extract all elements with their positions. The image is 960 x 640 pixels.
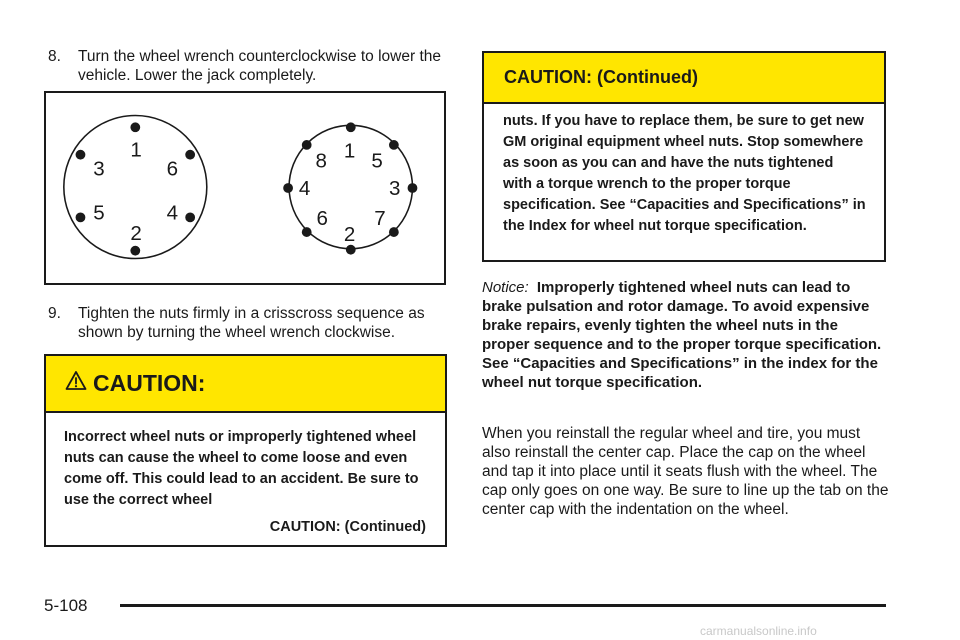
reinstall-paragraph: When you reinstall the regular wheel and tire, you must also reinstall the center cap. Place the cap on the wheel and tap it into place until it seats flush with the wheel. The cap only goes on one way. Be sure to line up the tab on the center cap with the indentation on the wheel.	[482, 425, 889, 518]
lug-dot	[302, 227, 312, 237]
caution-header	[46, 356, 445, 413]
step-number: 9.	[48, 305, 61, 322]
lug-label: 5	[93, 201, 105, 225]
caution-continued-label: CAUTION: (Continued)	[269, 519, 426, 535]
caution-header	[484, 53, 884, 104]
caution-title: CAUTION: (Continued)	[504, 67, 698, 87]
lug-label: 2	[130, 221, 142, 245]
notice-paragraph	[482, 278, 887, 392]
lug-label: 8	[315, 149, 327, 173]
step-number: 8.	[48, 48, 61, 65]
caution-body	[484, 104, 884, 237]
six-lug-wheel	[64, 116, 207, 259]
caution-title: CAUTION:	[93, 370, 206, 396]
caution-box	[44, 354, 447, 547]
lug-label: 3	[93, 157, 105, 181]
lug-dot	[76, 212, 86, 222]
lug-dot	[346, 245, 356, 255]
lug-dot	[346, 122, 356, 132]
lug-dot	[130, 246, 140, 256]
step-9	[48, 304, 448, 342]
lug-dot	[185, 150, 195, 160]
lug-label: 7	[374, 207, 386, 231]
lug-label: 3	[388, 176, 401, 200]
step-8	[48, 47, 448, 85]
notice-text: Improperly tightened wheel nuts can lead to brake pulsation and rotor damage. To avoid expensive brake repairs, evenly tighten the wheel nuts in the proper sequence and to the proper torque specification. See “Capacities and Specifications” in the index for the wheel nut torque specification.	[482, 279, 882, 391]
page-number: 5-108	[44, 596, 88, 615]
lug-pattern-svg	[46, 93, 444, 283]
lug-label: 1	[130, 138, 142, 162]
lug-label: 4	[166, 201, 179, 225]
lug-dot	[283, 183, 293, 193]
lug-nut-tightening-diagram	[44, 91, 446, 285]
lug-label: 6	[166, 157, 179, 181]
caution-continued-box	[482, 51, 886, 262]
lug-dot	[130, 122, 140, 132]
caution-text: nuts. If you have to replace them, be sure to get new GM original equipment wheel nuts. Stop somewhere as soon as you can and have the nuts tightened with a torque wrench to the proper torque specification. See “Capacities and Specifications” in the Index for wheel nut torque specification.	[503, 113, 866, 234]
step-text: Tighten the nuts firmly in a crisscross sequence as shown by turning the wheel wrench clockwise.	[78, 305, 425, 341]
lug-label: 4	[298, 176, 311, 200]
footer-rule	[120, 604, 886, 607]
lug-dot	[389, 140, 399, 150]
lug-label: 6	[316, 207, 328, 231]
warning-triangle-icon	[65, 370, 87, 392]
lug-label: 1	[343, 139, 356, 163]
caution-body	[46, 413, 445, 538]
notice-label: Notice:	[482, 279, 529, 296]
lug-dot	[389, 227, 399, 237]
lug-dot	[408, 183, 418, 193]
lug-label: 2	[343, 222, 356, 246]
caution-text: Incorrect wheel nuts or improperly tightened wheel nuts can cause the wheel to come loose and even come off. This could lead to an accident. Be sure to use the correct wheel	[64, 429, 419, 508]
lug-dot	[302, 140, 312, 150]
lug-dot	[76, 150, 86, 160]
lug-label: 5	[371, 149, 383, 173]
lug-dot	[185, 212, 195, 222]
eight-lug-wheel	[283, 122, 417, 254]
step-text: Turn the wheel wrench counterclockwise to lower the vehicle. Lower the jack completely.	[78, 48, 441, 84]
watermark: carmanualsonline.info	[700, 624, 817, 638]
